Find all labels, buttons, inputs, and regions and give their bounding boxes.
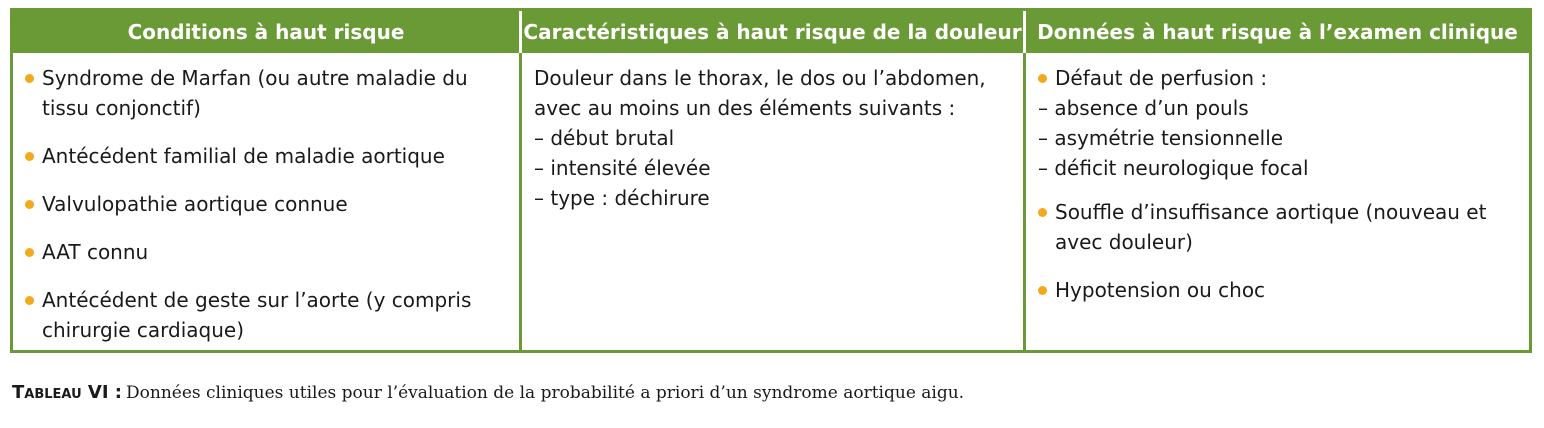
list-item-aat <box>25 237 505 267</box>
bullet-icon <box>25 296 34 305</box>
bullet-icon <box>1038 74 1047 83</box>
list-item-text: tissu conjonctif) <box>42 96 201 120</box>
cell-high-risk-pain-features <box>519 53 1023 350</box>
list-item-text: Défaut de perfusion : <box>1055 66 1268 90</box>
header-high-risk-conditions: Conditions à haut risque <box>13 11 519 53</box>
header-high-risk-pain-features: Caractéristiques à haut risque de la douleur <box>519 11 1023 53</box>
list-item-marfan <box>25 63 505 123</box>
sub-item-text: – asymétrie tensionnelle <box>1038 126 1284 150</box>
clinical-data-table <box>10 8 1532 353</box>
perfusion-sub-list <box>1038 93 1515 183</box>
sub-item-text: – absence d’un pouls <box>1038 96 1249 120</box>
bullet-icon <box>1038 208 1047 217</box>
bullet-icon <box>25 152 34 161</box>
bullet-icon <box>25 248 34 257</box>
caption-text: Données cliniques utiles pour l’évaluation de la probabilité a priori d’un syndrome aortique aigu. <box>126 383 965 403</box>
list-item-text: Hypotension ou choc <box>1055 278 1266 302</box>
list-item-family-history <box>25 141 505 171</box>
bullet-icon <box>25 200 34 209</box>
cell-high-risk-exam-findings <box>1023 53 1529 350</box>
caption-label: Tableau VI : <box>12 382 122 403</box>
list-item-text: Souffle d’insuffisance aortique (nouveau et <box>1055 200 1487 224</box>
list-item-aortic-procedure <box>25 285 505 345</box>
list-item-valvulopathy <box>25 189 505 219</box>
sub-item-text: – déficit neurologique focal <box>1038 156 1309 180</box>
table-caption <box>12 382 964 403</box>
pain-feature-line: – début brutal <box>534 126 675 150</box>
list-item-text: chirurgie cardiaque) <box>42 318 245 342</box>
bullet-icon <box>1038 286 1047 295</box>
list-item-perfusion-deficit <box>1038 63 1515 93</box>
list-item-text: Syndrome de Marfan (ou autre maladie du <box>42 66 468 90</box>
pain-feature-line: – type : déchirure <box>534 186 710 210</box>
list-item-text: Antécédent familial de maladie aortique <box>42 144 445 168</box>
list-item-aortic-murmur <box>1038 197 1515 257</box>
pain-description-line: avec au moins un des éléments suivants : <box>534 96 956 120</box>
bullet-icon <box>25 74 34 83</box>
list-item-text: Antécédent de geste sur l’aorte (y compris <box>42 288 472 312</box>
list-item-text: avec douleur) <box>1055 230 1193 254</box>
pain-description-line: Douleur dans le thorax, le dos ou l’abdomen, <box>534 66 986 90</box>
cell-high-risk-conditions <box>13 53 519 350</box>
list-item-text: AAT connu <box>42 240 149 264</box>
pain-feature-line: – intensité élevée <box>534 156 711 180</box>
header-high-risk-exam-findings: Données à haut risque à l’examen clinique <box>1023 11 1529 53</box>
list-item-text: Valvulopathie aortique connue <box>42 192 348 216</box>
list-item-hypotension <box>1038 275 1515 305</box>
